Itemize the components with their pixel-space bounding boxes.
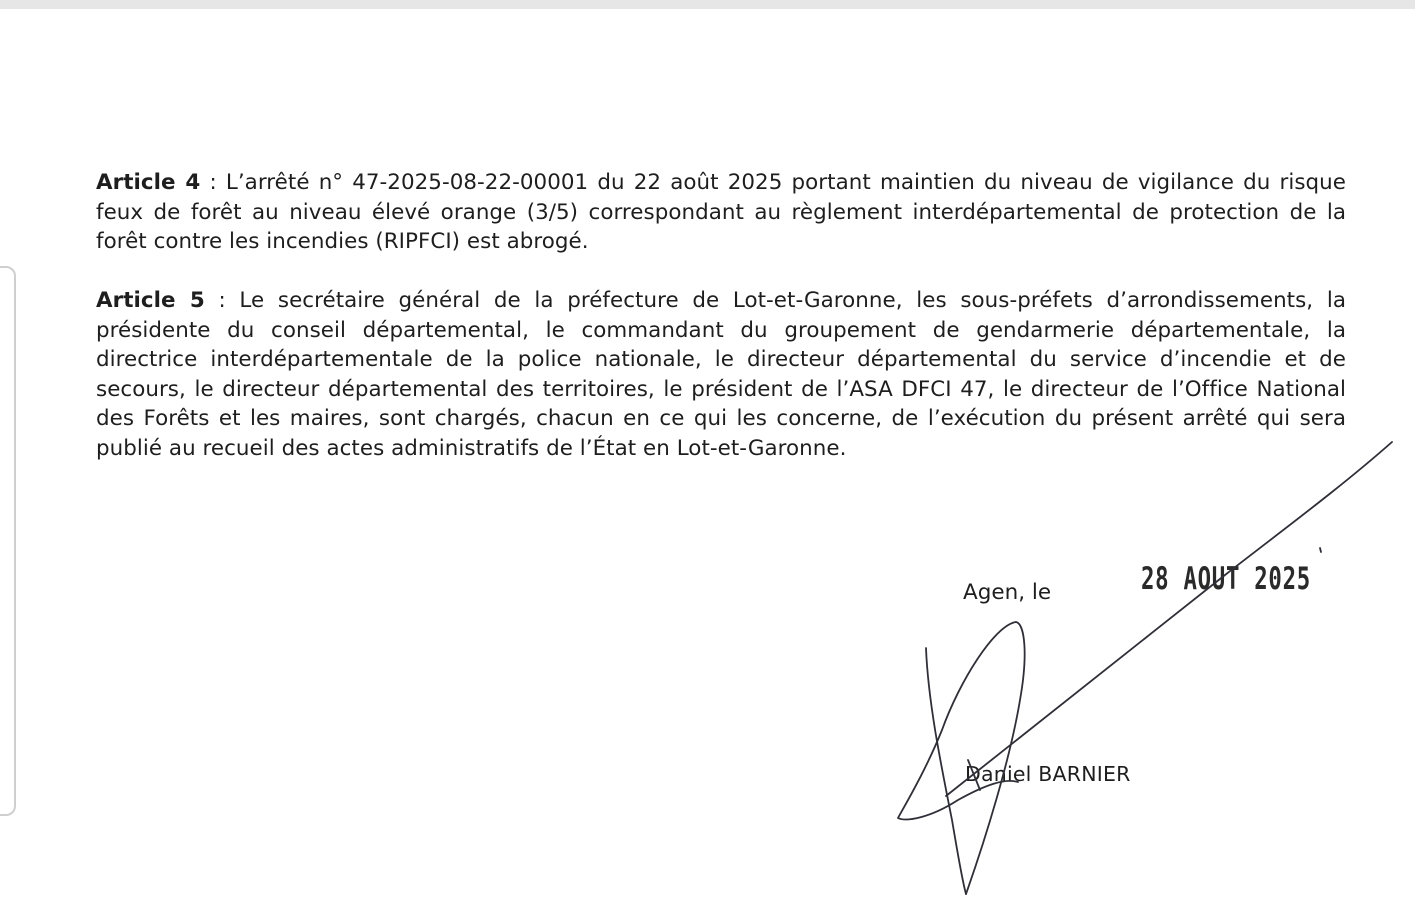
article-4-text: : L’arrêté n° 47-2025-08-22-00001 du 22 août 2025 portant maintien du niveau de vigilance du risque feux de forêt au niveau élevé orange (3/5) correspondant au règlement interdépartemental de protection de la forêt contre les incendies (RIPFCI) est abrogé. bbox=[96, 170, 1346, 254]
article-5 bbox=[96, 286, 1346, 463]
place-label: Agen, le bbox=[963, 580, 1052, 605]
article-4 bbox=[96, 168, 1346, 257]
signatory-name: Daniel BARNIER bbox=[965, 762, 1131, 786]
article-5-label: Article 5 bbox=[96, 288, 205, 313]
date-stamp: 28 AOUT 2025 bbox=[1141, 561, 1311, 597]
article-5-text: : Le secrétaire général de la préfecture de Lot-et-Garonne, les sous-préfets d’arrondissements, la présidente du conseil départemental, le commandant du groupement de gendarmerie départementale, la directrice interdépartementale de la police nationale, le directeur départemental du service d’incendie et de secours, le directeur départemental des territoires, le président de l’ASA DFCI 47, le directeur de l’Office National des Forêts et les maires, sont chargés, chacun en ce qui les concerne, de l’exécution du présent arrêté qui sera publié au recueil des actes administratifs de l’État en Lot-et-Garonne. bbox=[96, 288, 1346, 461]
article-4-label: Article 4 bbox=[96, 170, 201, 195]
